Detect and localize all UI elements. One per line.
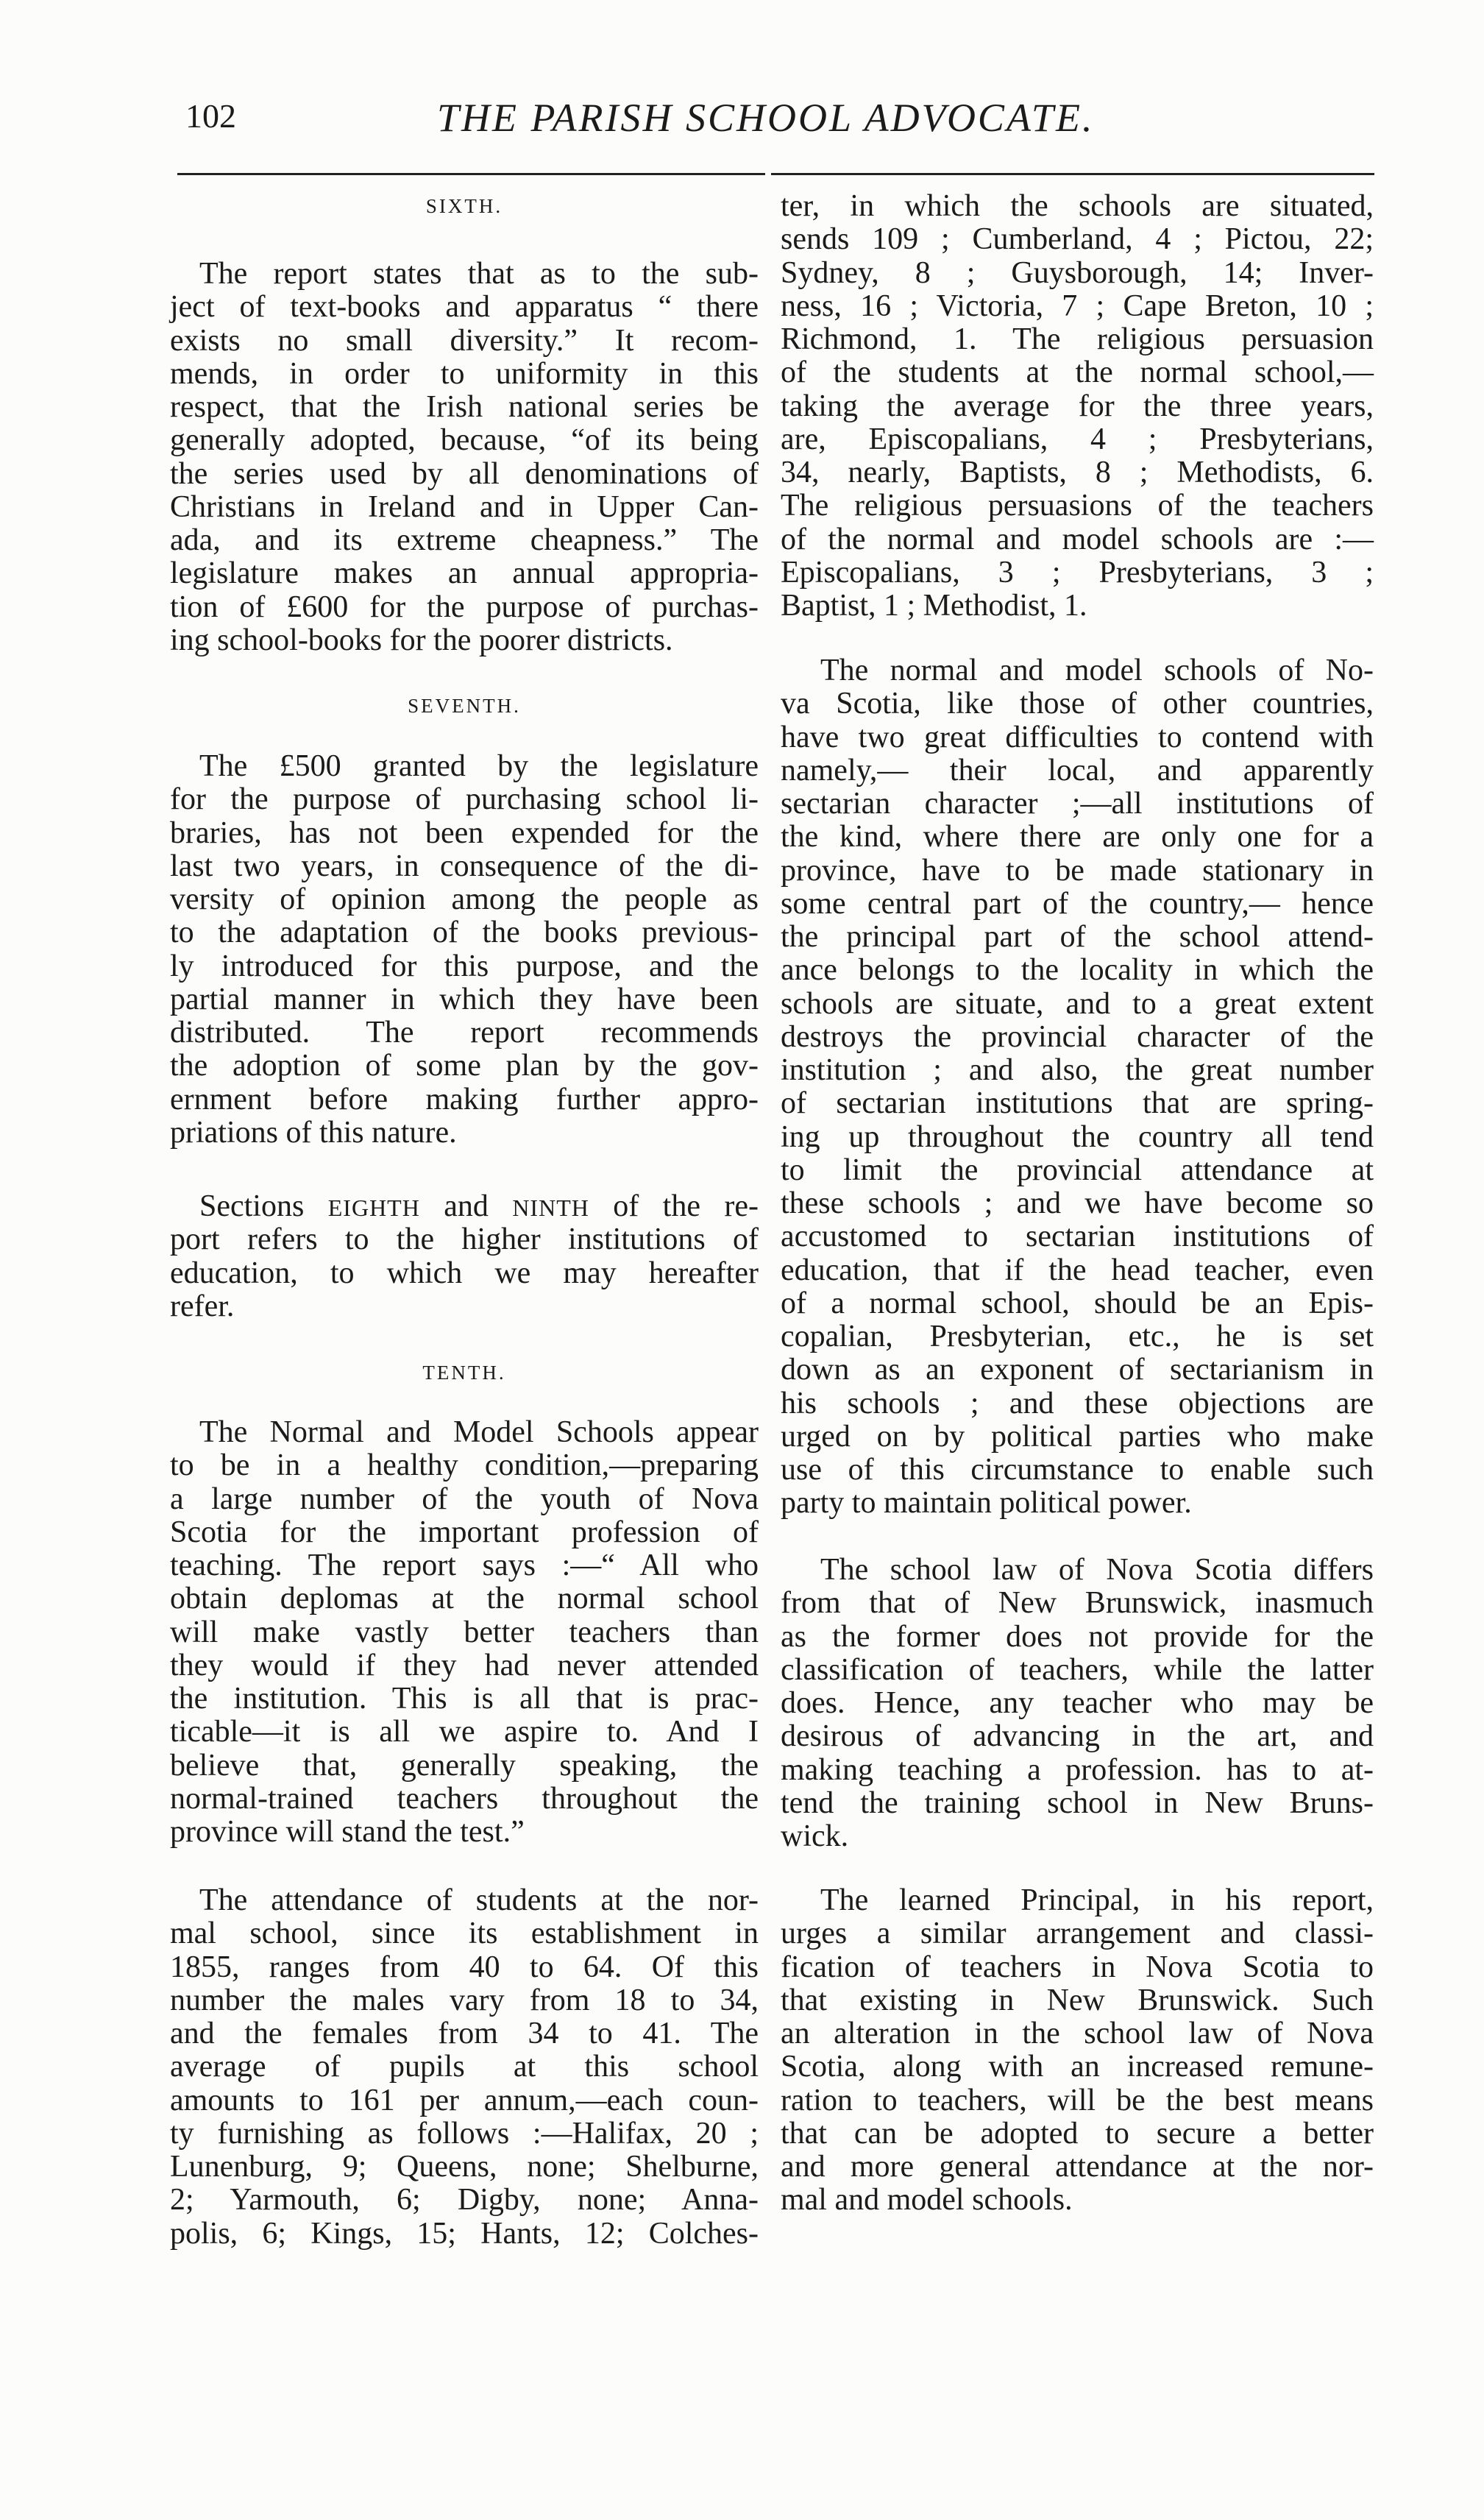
text-line: distributed. The report recommends (170, 1016, 759, 1050)
text-line: desirous of advancing in the art, and (781, 1719, 1374, 1754)
text-line: the series used by all denominations of (170, 456, 759, 491)
text-line: education, that if the head teacher, even (781, 1253, 1374, 1287)
text-line: that can be adopted to secure a better (781, 2116, 1374, 2151)
right-column (781, 0, 1374, 2520)
text-line: of the students at the normal school,— (781, 355, 1374, 390)
text-line: the institution. This is all that is prac- (170, 1682, 759, 1716)
text-line: priations of this nature. (170, 1115, 457, 1150)
text-line: taking the average for the three years, (781, 389, 1374, 423)
text-line: urges a similar arrangement and classi- (781, 1916, 1374, 1951)
text-line: his schools ; and these objections are (781, 1386, 1374, 1420)
text-line: ness, 16 ; Victoria, 7 ; Cape Breton, 10 ; (781, 289, 1374, 323)
text-line: Baptist, 1 ; Methodist, 1. (781, 589, 1087, 623)
text-line: The normal and model schools of No- (820, 654, 1374, 687)
text-line: Scotia, along with an increased remune- (781, 2050, 1374, 2084)
text-line: braries, has not been expended for the (170, 815, 759, 850)
text-line: wick. (781, 1819, 849, 1853)
text-line: sends 109 ; Cumberland, 4 ; Pictou, 22; (781, 222, 1374, 257)
text-line: ter, in which the schools are situated, (781, 189, 1374, 223)
text-line: down as an exponent of sectarianism in (781, 1353, 1374, 1387)
text-line: legislature makes an annual appropria- (170, 556, 759, 591)
text-line: to be in a healthy condition,—preparing (170, 1448, 759, 1483)
text-line: tend the training school in New Bruns- (781, 1785, 1374, 1820)
text-line: does. Hence, any teacher who may be (781, 1686, 1374, 1720)
text-line: the adoption of some plan by the gov- (170, 1049, 759, 1083)
text-line: fication of teachers in Nova Scotia to (781, 1950, 1374, 1984)
text-line: have two great difficulties to contend with (781, 720, 1374, 754)
text-line: and more general attendance at the nor- (781, 2150, 1374, 2184)
section-heading-seventh: SEVENTH. (408, 695, 521, 717)
page-number: 102 (185, 97, 236, 135)
text-line: The school law of Nova Scotia differs (820, 1553, 1374, 1587)
text-line: ing school-books for the poorer districts. (170, 623, 673, 657)
text-line: partial manner in which they have been (170, 982, 759, 1016)
text-line: and the females from 34 to 41. The (170, 2017, 759, 2050)
text-line: 1855, ranges from 40 to 64. Of this (170, 1950, 759, 1984)
text-segment: and (419, 1189, 513, 1223)
text-line: average of pupils at this school (170, 2050, 759, 2084)
text-line: namely,— their local, and apparently (781, 753, 1374, 788)
paragraph (781, 1884, 1374, 2218)
text-line: will make vastly better teachers than (170, 1615, 759, 1649)
text-line: province will stand the test.” (170, 1815, 525, 1849)
text-line: are, Episcopalians, 4 ; Presbyterians, (781, 422, 1374, 456)
text-line: refer. (170, 1289, 235, 1323)
text-line: 34, nearly, Baptists, 8 ; Methodists, 6. (781, 456, 1374, 489)
paragraph (170, 1190, 759, 1323)
text-line: ernment before making further appro- (170, 1082, 759, 1116)
text-line: ada, and its extreme cheapness.” The (170, 523, 759, 557)
text-line: Christians in Ireland and in Upper Can- (170, 489, 759, 524)
paragraph (781, 1554, 1374, 1853)
text-line: destroys the provincial character of the (781, 1019, 1374, 1054)
text-line: va Scotia, like those of other countries, (781, 687, 1374, 721)
running-title: THE PARISH SCHOOL ADVOCATE. (437, 96, 1095, 140)
text-line: use of this circumstance to enable such (781, 1453, 1374, 1487)
text-line: The learned Principal, in his report, (820, 1883, 1374, 1917)
text-line: schools are situate, and to a great extent (781, 986, 1374, 1021)
text-line: copalian, Presbyterian, etc., he is set (781, 1320, 1374, 1353)
small-caps-text: NINTH (512, 1194, 589, 1221)
text-line: ing up throughout the country all tend (781, 1119, 1374, 1154)
text-line: Sydney, 8 ; Guysborough, 14; Inver- (781, 255, 1374, 290)
text-line: education, to which we may hereafter (170, 1256, 759, 1290)
text-line: of a normal school, should be an Epis- (781, 1286, 1374, 1320)
paragraph (781, 654, 1374, 1521)
text-line: as the former does not provide for the (781, 1619, 1374, 1654)
text-line: amounts to 161 per annum,—each coun- (170, 2083, 759, 2117)
text-line: number the males vary from 18 to 34, (170, 1983, 759, 2017)
text-line: ject of text-books and apparatus “ there (170, 290, 759, 325)
text-line: for the purpose of purchasing school li- (170, 782, 759, 817)
text-line: making teaching a profession. has to at- (781, 1752, 1374, 1787)
left-column (170, 0, 759, 2520)
text-line: the kind, where there are only one for a (781, 820, 1374, 854)
text-line: ance belongs to the locality in which the (781, 953, 1374, 988)
text-line: Lunenburg, 9; Queens, none; Shelburne, (170, 2150, 759, 2184)
text-line (170, 1190, 759, 1223)
text-line: province, have to be made stationary in (781, 853, 1374, 888)
text-line: the principal part of the school attend- (781, 920, 1374, 954)
text-line: generally adopted, because, “of its being (170, 423, 759, 458)
text-line: tion of £600 for the purpose of purchas- (170, 590, 759, 624)
text-line: ration to teachers, will be the best means (781, 2083, 1374, 2117)
text-line: The £500 granted by the legislature (199, 749, 759, 783)
text-line: mends, in order to uniformity in this (170, 356, 759, 391)
text-line: The Normal and Model Schools appear (199, 1415, 759, 1449)
text-line: Richmond, 1. The religious persuasion (781, 322, 1374, 356)
section-heading-sixth: SIXTH. (425, 195, 503, 217)
text-line: to the adaptation of the books previous- (170, 916, 759, 950)
paragraph (170, 750, 759, 1150)
text-line: last two years, in consequence of the di- (170, 849, 759, 883)
text-line: accustomed to sectarian institutions of (781, 1220, 1374, 1254)
text-line: an alteration in the school law of Nova (781, 2017, 1374, 2050)
text-line: ty furnishing as follows :—Halifax, 20 ; (170, 2116, 759, 2151)
text-line: respect, that the Irish national series be (170, 390, 759, 424)
text-line: versity of opinion among the people as (170, 882, 759, 916)
text-line: of the normal and model schools are :— (781, 522, 1374, 556)
text-line: The religious persuasions of the teachers (781, 489, 1374, 523)
text-line: port refers to the higher institutions of (170, 1222, 759, 1257)
text-line: mal and model schools. (781, 2183, 1073, 2218)
text-line: some central part of the country,— hence (781, 886, 1374, 921)
text-line: of sectarian institutions that are spring- (781, 1086, 1374, 1121)
text-line: institution ; and also, the great number (781, 1053, 1374, 1087)
paragraph (781, 190, 1374, 623)
text-line: they would if they had never attended (170, 1648, 759, 1682)
text-line: ly introduced for this purpose, and the (170, 949, 759, 983)
text-line: 2; Yarmouth, 6; Digby, none; Anna- (170, 2183, 759, 2218)
text-line: believe that, generally speaking, the (170, 1748, 759, 1783)
text-line: exists no small diversity.” It recom- (170, 323, 759, 358)
text-line: party to maintain political power. (781, 1486, 1192, 1521)
paragraph (170, 258, 759, 657)
text-line: from that of New Brunswick, inasmuch (781, 1586, 1374, 1621)
text-line: a large number of the youth of Nova (170, 1482, 759, 1516)
text-line: ticable—it is all we aspire to. And I (170, 1715, 759, 1749)
text-line: that existing in New Brunswick. Such (781, 1983, 1374, 2017)
text-segment: Sections (199, 1189, 328, 1223)
section-heading-tenth: TENTH. (422, 1362, 506, 1384)
text-line: these schools ; and we have become so (781, 1186, 1374, 1220)
text-line: polis, 6; Kings, 15; Hants, 12; Colches- (170, 2216, 759, 2251)
text-line: normal-trained teachers throughout the (170, 1781, 759, 1816)
text-line: teaching. The report says :—“ All who (170, 1549, 759, 1582)
text-line: The attendance of students at the nor- (199, 1883, 759, 1917)
text-line: Episcopalians, 3 ; Presbyterians, 3 ; (781, 555, 1374, 590)
text-line: urged on by political parties who make (781, 1419, 1374, 1454)
text-line: classification of teachers, while the latter (781, 1652, 1374, 1687)
text-segment: of the re- (589, 1189, 759, 1223)
text-line: The report states that as to the sub- (199, 257, 759, 291)
paragraph (170, 1884, 759, 2251)
text-line: mal school, since its establishment in (170, 1916, 759, 1951)
small-caps-text: EIGHTH (327, 1194, 420, 1221)
text-line: sectarian character ;—all institutions of (781, 787, 1374, 821)
text-line: Scotia for the important profession of (170, 1515, 759, 1549)
paragraph (170, 1416, 759, 1849)
text-line: obtain deplomas at the normal school (170, 1582, 759, 1616)
text-line: to limit the provincial attendance at (781, 1153, 1374, 1187)
